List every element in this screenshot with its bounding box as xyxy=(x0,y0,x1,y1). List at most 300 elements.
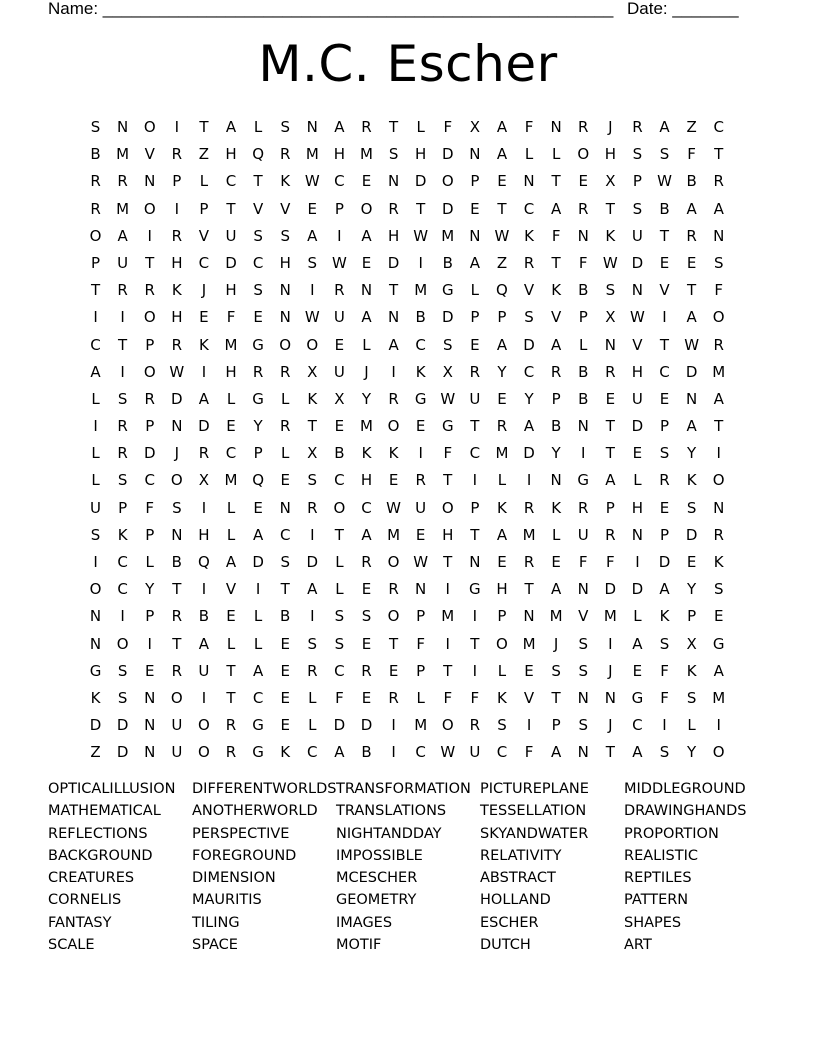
grid-letter: N xyxy=(117,118,129,136)
grid-letter: L xyxy=(633,471,642,490)
grid-letter: J xyxy=(201,281,207,300)
grid-letter: T xyxy=(524,580,534,599)
grid-letter: V xyxy=(280,199,291,218)
grid-letter: T xyxy=(118,335,128,354)
grid-letter: S xyxy=(172,498,182,517)
grid-letter: O xyxy=(441,172,454,191)
grid-letter: A xyxy=(686,199,697,218)
grid-letter: W xyxy=(304,172,320,191)
grid-letter: A xyxy=(252,525,264,544)
grid-letter: E xyxy=(280,634,290,653)
grid-letter: P xyxy=(416,607,426,626)
grid-row xyxy=(82,440,732,467)
word-list-item: MOTIF xyxy=(336,937,382,954)
grid-letter: X xyxy=(307,444,318,463)
grid-letter: E xyxy=(632,444,643,463)
grid-letter: F xyxy=(714,281,724,300)
word-list-item: ANOTHERWORLD xyxy=(192,803,318,820)
grid-letter: S xyxy=(280,553,290,571)
grid-letter: F xyxy=(226,308,236,327)
grid-letter: R xyxy=(225,743,237,762)
grid-letter: R xyxy=(578,118,589,136)
grid-letter: R xyxy=(361,553,372,571)
grid-letter: N xyxy=(171,525,183,544)
grid-letter: B xyxy=(578,389,589,408)
grid-letter: K xyxy=(307,389,318,408)
grid-letter: J xyxy=(608,661,613,680)
grid-letter: S xyxy=(280,118,290,136)
grid-letter: O xyxy=(496,634,508,653)
grid-letter: T xyxy=(226,661,236,680)
grid-letter: C xyxy=(334,471,345,490)
grid-letter: R xyxy=(117,172,128,191)
grid-letter: Y xyxy=(551,444,561,463)
grid-letter: N xyxy=(144,743,156,762)
grid-letter: Y xyxy=(687,743,697,762)
grid-letter: S xyxy=(524,308,534,327)
grid-letter: E xyxy=(659,253,670,272)
grid-letter: G xyxy=(577,471,590,490)
grid-letter: P xyxy=(145,417,155,436)
grid-letter: Y xyxy=(687,580,697,599)
grid-letter: R xyxy=(117,281,128,300)
grid-letter: H xyxy=(225,362,237,381)
grid-letter: T xyxy=(470,634,480,653)
grid-letter: S xyxy=(632,199,643,218)
grid-letter: R xyxy=(117,444,128,463)
grid-letter: T xyxy=(605,444,615,463)
grid-row xyxy=(82,141,732,168)
grid-letter: P xyxy=(497,607,507,626)
grid-letter: N xyxy=(279,498,291,517)
grid-letter: K xyxy=(90,688,101,707)
grid-letter: E xyxy=(470,335,480,354)
grid-letter: L xyxy=(551,525,561,544)
grid-letter: K xyxy=(605,226,616,245)
grid-letter: N xyxy=(469,145,481,164)
word-list-item: IMAGES xyxy=(336,914,393,931)
grid-letter: C xyxy=(632,716,643,735)
grid-letter: E xyxy=(605,389,616,408)
grid-letter: N xyxy=(631,525,644,544)
grid-letter: O xyxy=(360,199,373,218)
grid-letter: G xyxy=(252,743,264,762)
page-title: M.C. Escher xyxy=(258,35,558,93)
grid-letter: H xyxy=(225,145,237,164)
grid-letter: P xyxy=(470,308,480,327)
grid-letter: A xyxy=(198,389,210,408)
word-list-item: MAURITIS xyxy=(192,892,262,909)
grid-letter: A xyxy=(496,525,508,544)
grid-row xyxy=(82,549,732,576)
grid-letter: R xyxy=(659,471,670,490)
grid-letter: V xyxy=(551,308,562,327)
grid-letter: E xyxy=(497,553,507,571)
grid-row xyxy=(82,250,732,277)
grid-letter: F xyxy=(443,118,453,136)
grid-letter: S xyxy=(307,634,318,653)
grid-letter: D xyxy=(252,553,264,571)
grid-letter: A xyxy=(361,226,372,245)
grid-letter: H xyxy=(198,525,210,544)
grid-letter: G xyxy=(252,389,264,408)
grid-letter: B xyxy=(415,308,426,327)
grid-letter: R xyxy=(632,118,643,136)
grid-letter: O xyxy=(170,688,183,707)
grid-letter: I xyxy=(201,498,207,517)
word-list-item: REALISTIC xyxy=(624,847,698,864)
word-list-item: TESSELLATION xyxy=(480,803,587,820)
grid-letter: J xyxy=(364,362,369,381)
grid-letter: H xyxy=(171,308,183,327)
grid-letter: E xyxy=(144,661,155,680)
grid-letter: W xyxy=(494,226,510,245)
grid-letter: M xyxy=(549,607,563,626)
grid-letter: G xyxy=(441,417,454,436)
grid-letter: R xyxy=(334,281,345,300)
grid-letter: N xyxy=(387,172,400,191)
grid-letter: C xyxy=(334,172,345,191)
word-list-item: MATHEMATICAL xyxy=(48,803,161,820)
grid-letter: H xyxy=(333,145,346,164)
grid-letter: W xyxy=(413,226,429,245)
grid-letter: R xyxy=(605,525,616,544)
grid-letter: E xyxy=(578,172,588,191)
grid-letter: L xyxy=(308,716,317,735)
grid-letter: K xyxy=(686,661,697,680)
grid-letter: S xyxy=(659,145,670,164)
grid-letter: X xyxy=(605,172,616,191)
grid-letter: P xyxy=(551,389,561,408)
grid-letter: N xyxy=(604,335,616,354)
grid-letter: U xyxy=(415,498,427,517)
grid-letter: L xyxy=(145,553,154,571)
grid-letter: S xyxy=(686,498,697,517)
grid-letter: D xyxy=(414,172,427,191)
grid-letter: O xyxy=(143,118,156,136)
grid-letter: I xyxy=(147,226,152,245)
grid-letter: T xyxy=(687,281,697,300)
grid-letter: T xyxy=(443,553,453,571)
word-list-item: PICTUREPLANE xyxy=(480,781,589,797)
header xyxy=(48,0,748,20)
grid-letter: I xyxy=(201,362,207,381)
grid-letter: L xyxy=(497,661,507,680)
grid-letter: I xyxy=(310,525,315,544)
grid-letter: O xyxy=(441,498,454,517)
grid-letter: N xyxy=(577,580,589,599)
grid-letter: R xyxy=(307,498,318,517)
grid-letter: T xyxy=(659,226,670,245)
grid-row xyxy=(82,467,732,494)
grid-letter: E xyxy=(226,607,236,626)
grid-letter: D xyxy=(631,580,644,599)
grid-letter: R xyxy=(90,172,101,191)
grid-letter: P xyxy=(118,498,128,517)
grid-row xyxy=(82,522,732,549)
grid-letter: E xyxy=(280,661,290,680)
grid-row xyxy=(82,386,732,413)
grid-letter: Y xyxy=(497,362,507,381)
word-list-item: TRANSFORMATION xyxy=(336,781,471,797)
grid-letter: S xyxy=(90,525,101,544)
grid-letter: C xyxy=(523,362,535,381)
grid-letter: W xyxy=(331,253,347,272)
grid-letter: K xyxy=(497,688,507,707)
word-list-item: MIDDLEGROUND xyxy=(624,781,746,797)
grid-letter: L xyxy=(633,607,642,626)
grid-letter: M xyxy=(116,199,130,218)
grid-letter: T xyxy=(443,471,453,490)
word-list-item: RELATIVITY xyxy=(480,847,562,864)
grid-letter: I xyxy=(716,716,721,735)
grid-letter: L xyxy=(226,498,236,517)
grid-letter: L xyxy=(687,716,696,735)
word-list-item: FOREGROUND xyxy=(192,847,297,864)
grid-letter: A xyxy=(713,661,724,680)
grid-letter: T xyxy=(605,743,615,762)
grid-letter: X xyxy=(469,118,480,136)
grid-letter: V xyxy=(252,199,264,218)
grid-letter: K xyxy=(659,607,670,626)
grid-letter: E xyxy=(226,417,236,436)
grid-row xyxy=(82,413,732,440)
grid-letter: E xyxy=(253,308,263,327)
grid-letter: G xyxy=(469,580,481,599)
grid-letter: D xyxy=(604,580,617,599)
grid-letter: S xyxy=(605,281,616,300)
grid-letter: W xyxy=(304,308,320,327)
grid-letter: N xyxy=(360,281,373,300)
grid-letter: O xyxy=(712,308,725,327)
grid-letter: L xyxy=(281,389,290,408)
grid-letter: O xyxy=(577,145,590,164)
grid-letter: T xyxy=(714,417,724,436)
grid-letter: T xyxy=(172,634,182,653)
grid-letter: E xyxy=(415,417,426,436)
grid-letter: A xyxy=(659,118,670,136)
grid-letter: K xyxy=(117,525,128,544)
grid-letter: D xyxy=(360,716,373,735)
grid-letter: S xyxy=(117,389,128,408)
grid-letter: Y xyxy=(145,580,155,599)
grid-letter: C xyxy=(144,471,155,490)
grid-letter: U xyxy=(333,308,345,327)
grid-letter: B xyxy=(198,607,210,626)
grid-letter: L xyxy=(497,471,507,490)
grid-letter: X xyxy=(334,389,345,408)
grid-letter: I xyxy=(93,417,98,436)
grid-letter: D xyxy=(333,716,346,735)
grid-letter: N xyxy=(713,498,725,517)
grid-row xyxy=(82,603,732,630)
grid-letter: N xyxy=(89,607,102,626)
grid-letter: R xyxy=(605,362,616,381)
grid-letter: H xyxy=(631,362,644,381)
word-list-item: SKYANDWATER xyxy=(480,825,589,842)
grid-letter: C xyxy=(117,580,128,599)
grid-letter: F xyxy=(145,498,155,517)
grid-letter: V xyxy=(578,607,589,626)
grid-letter: T xyxy=(714,145,724,164)
grid-letter: E xyxy=(280,716,290,735)
grid-letter: S xyxy=(117,661,128,680)
grid-letter: R xyxy=(496,417,508,436)
grid-letter: L xyxy=(551,145,561,164)
grid-letter: I xyxy=(201,580,207,599)
grid-letter: K xyxy=(280,743,291,762)
grid-letter: K xyxy=(388,444,399,463)
grid-letter: B xyxy=(659,199,670,218)
grid-letter: L xyxy=(253,118,263,136)
grid-letter: A xyxy=(334,743,345,762)
grid-letter: N xyxy=(89,634,102,653)
grid-letter: M xyxy=(603,607,617,626)
grid-letter: X xyxy=(686,634,697,653)
grid-letter: S xyxy=(632,145,643,164)
grid-letter: T xyxy=(199,118,209,136)
grid-letter: P xyxy=(497,308,507,327)
word-list-item: CREATURES xyxy=(48,870,135,887)
grid-letter: A xyxy=(198,634,210,653)
grid-letter: R xyxy=(279,362,291,381)
grid-letter: S xyxy=(578,716,588,735)
grid-letter: K xyxy=(713,553,724,571)
grid-letter: L xyxy=(362,335,371,354)
grid-letter: A xyxy=(307,580,318,599)
grid-letter: K xyxy=(551,281,562,300)
grid-letter: N xyxy=(144,688,156,707)
grid-letter: R xyxy=(144,389,155,408)
grid-letter: R xyxy=(523,253,535,272)
grid-letter: R xyxy=(713,335,724,354)
grid-letter: C xyxy=(469,444,481,463)
grid-letter: I xyxy=(445,634,450,653)
grid-letter: M xyxy=(441,226,455,245)
grid-letter: I xyxy=(120,362,125,381)
grid-letter: P xyxy=(632,172,642,191)
grid-letter: I xyxy=(716,444,721,463)
grid-letter: R xyxy=(388,199,399,218)
grid-letter: Q xyxy=(252,145,265,164)
grid-letter: T xyxy=(253,172,263,191)
grid-letter: B xyxy=(90,145,101,164)
word-list-item: SPACE xyxy=(192,937,238,954)
grid-letter: J xyxy=(553,634,559,653)
grid-letter: R xyxy=(388,688,399,707)
grid-letter: S xyxy=(117,688,128,707)
grid-letter: H xyxy=(496,580,508,599)
grid-letter: E xyxy=(659,498,670,517)
grid-letter: H xyxy=(415,145,427,164)
grid-letter: T xyxy=(659,335,670,354)
grid-letter: R xyxy=(171,607,183,626)
word-list-item: IMPOSSIBLE xyxy=(336,847,423,864)
grid-letter: Y xyxy=(524,389,534,408)
grid-letter: N xyxy=(577,417,589,436)
grid-letter: L xyxy=(416,118,425,136)
grid-letter: I xyxy=(310,281,315,300)
grid-letter: S xyxy=(253,281,263,300)
grid-letter: A xyxy=(713,199,724,218)
grid-letter: O xyxy=(712,743,725,762)
grid-letter: S xyxy=(497,716,507,735)
word-list-item: PERSPECTIVE xyxy=(192,825,290,842)
grid-letter: I xyxy=(337,226,342,245)
grid-letter: B xyxy=(550,417,562,436)
grid-letter: I xyxy=(174,118,180,136)
word-list-item: TILING xyxy=(192,914,240,931)
word-list-item: NIGHTANDDAY xyxy=(336,825,442,842)
grid-letter: M xyxy=(387,525,401,544)
grid-letter: L xyxy=(579,335,588,354)
grid-letter: L xyxy=(226,525,236,544)
grid-letter: C xyxy=(361,498,372,517)
grid-letter: A xyxy=(632,743,643,762)
grid-letter: F xyxy=(578,553,588,571)
grid-letter: A xyxy=(117,226,128,245)
grid-letter: N xyxy=(144,716,156,735)
grid-letter: A xyxy=(469,253,480,272)
grid-letter: D xyxy=(685,362,698,381)
grid-letter: D xyxy=(685,525,698,544)
grid-letter: R xyxy=(469,716,481,735)
grid-letter: E xyxy=(253,498,263,517)
grid-letter: N xyxy=(577,743,589,762)
grid-letter: R xyxy=(307,661,318,680)
grid-letter: T xyxy=(280,580,290,599)
grid-letter: I xyxy=(445,580,450,599)
grid-letter: I xyxy=(120,607,125,626)
grid-letter: L xyxy=(335,553,344,571)
grid-letter: P xyxy=(470,172,480,191)
grid-letter: A xyxy=(225,553,237,571)
grid-letter: O xyxy=(143,308,156,327)
grid-letter: N xyxy=(523,172,535,191)
grid-letter: I xyxy=(391,362,396,381)
grid-letter: B xyxy=(686,172,697,191)
grid-letter: B xyxy=(334,444,345,463)
grid-letter: V xyxy=(523,281,535,300)
grid-letter: E xyxy=(686,253,697,272)
grid-letter: W xyxy=(169,362,185,381)
grid-letter: A xyxy=(686,308,697,327)
grid-letter: S xyxy=(659,444,670,463)
grid-letter: G xyxy=(441,281,454,300)
grid-letter: O xyxy=(387,553,400,571)
grid-letter: N xyxy=(550,471,562,490)
grid-letter: G xyxy=(252,716,264,735)
grid-letter: T xyxy=(90,281,101,300)
grid-letter: T xyxy=(605,199,615,218)
grid-letter: A xyxy=(361,308,372,327)
grid-letter: E xyxy=(199,308,209,327)
grid-row xyxy=(82,495,732,522)
grid-letter: S xyxy=(253,226,263,245)
grid-letter: F xyxy=(416,634,425,653)
grid-letter: Q xyxy=(252,471,265,490)
grid-letter: R xyxy=(252,362,264,381)
grid-letter: D xyxy=(198,417,210,436)
grid-letter: Z xyxy=(198,145,210,164)
grid-letter: U xyxy=(198,661,210,680)
grid-letter: A xyxy=(334,118,345,136)
grid-letter: N xyxy=(523,607,535,626)
grid-letter: T xyxy=(226,199,236,218)
grid-letter: A xyxy=(388,335,399,354)
grid-row xyxy=(82,304,732,331)
grid-letter: O xyxy=(306,335,319,354)
